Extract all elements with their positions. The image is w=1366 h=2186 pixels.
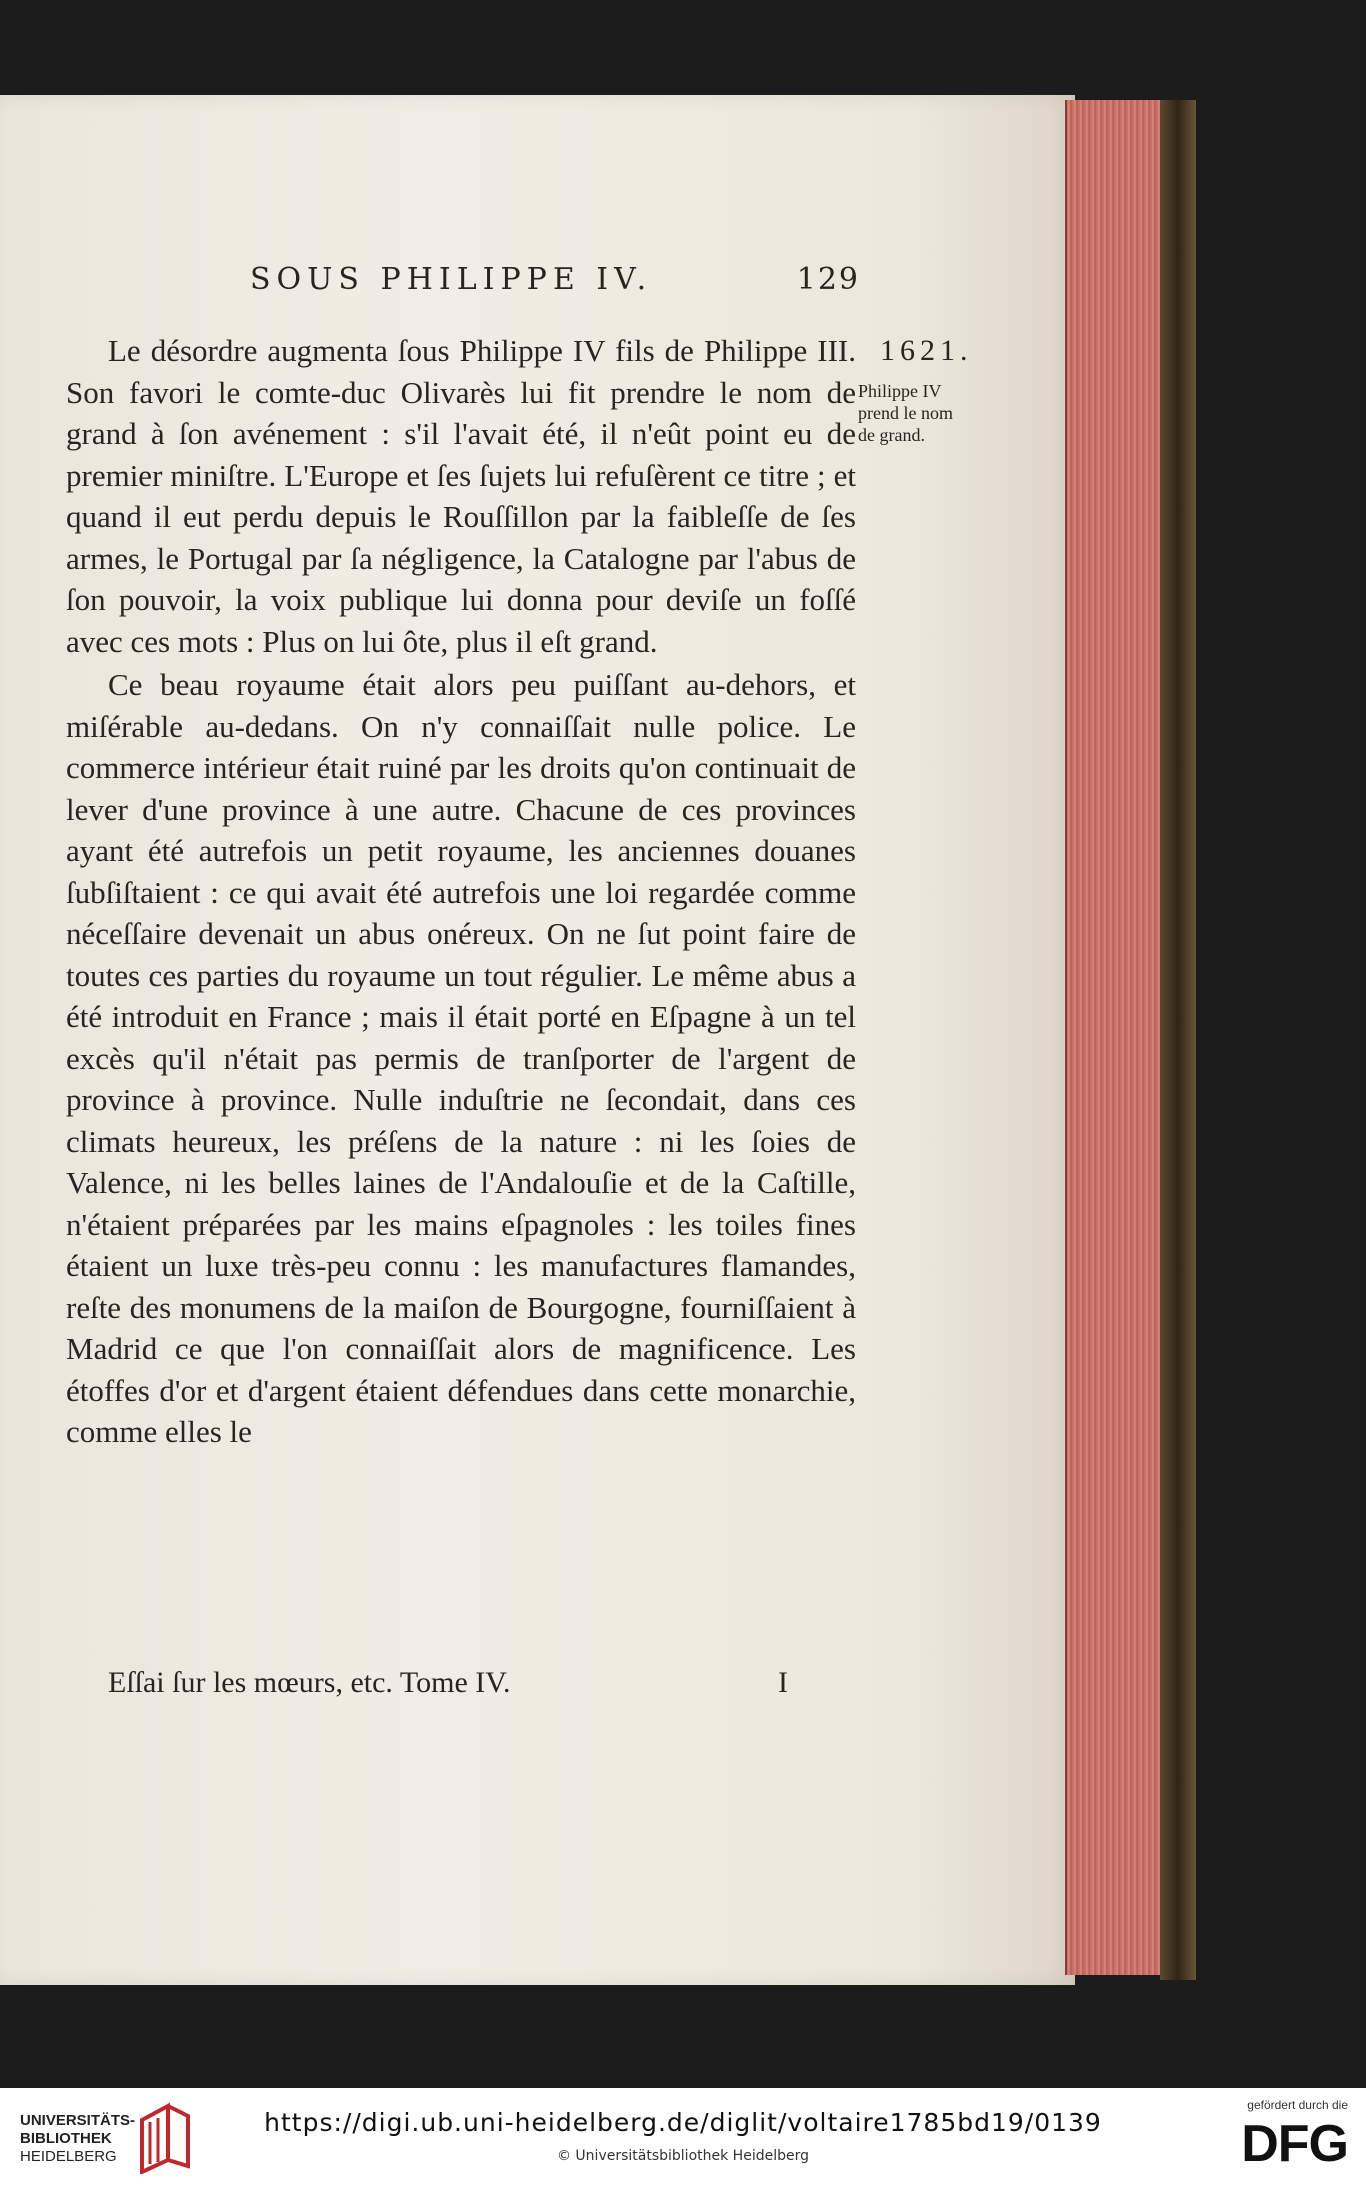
book-page-edge	[1065, 100, 1167, 1975]
running-head	[250, 262, 860, 302]
library-name-line: HEIDELBERG	[20, 2148, 117, 2165]
margin-note-line: prend le nom	[858, 403, 953, 423]
margin-year: 1621.	[880, 334, 973, 367]
copyright-notice: © Universitätsbibliothek Heidelberg	[556, 2148, 809, 2164]
dfg-logo[interactable]: DFG	[1241, 2115, 1348, 2173]
paragraph: Ce beau royaume était alors peu puiſſant au-dehors, et miſérable au-dedans. On n'y connaiſſait nulle police. Le commerce intérieur était ruiné par les droits qu'on continuait de lever d'une province à une autre. Chacune de ces provinces ayant été autrefois un petit royaume, les anciennes douanes ſubſiſtaient : ce qui avait été autrefois une loi regardée comme néceſſaire devenait un abus onéreux. On ne ſut point faire de toutes ces parties du royaume un tout régulier. Le même abus a été introduit en France ; mais il était porté en Eſpagne à un tel excès qu'il n'était pas permis de tranſporter de l'argent de province à province. Nulle induſtrie ne ſecondait, dans ces climats heureux, les préſens de la nature : ni les ſoies de Valence, ni les belles laines de l'Andalouſie et de la Caſtille, n'étaient préparées par les mains eſpagnoles : les toiles fines étaient un luxe très-peu connu : les manufactures flamandes, reſte des monumens de la maiſon de Bourgogne, fourniſſaient à Madrid ce que l'on connaiſſait alors de magnificence. Les étoffes d'or et d'argent étaient défendues dans cette monarchie, comme elles le	[66, 667, 856, 1449]
page-number: 129	[796, 262, 860, 297]
library-name-line: UNIVERSITÄTS-	[20, 2112, 136, 2129]
library-name-line: BIBLIOTHEK	[20, 2130, 112, 2147]
running-title: SOUS PHILIPPE IV.	[250, 262, 653, 297]
paragraph: Le désordre augmenta ſous Philippe IV fils de Philippe III. Son favori le comte-duc Olivarès lui fit prendre le nom de grand à ſon avénement : s'il l'avait été, il n'eût point eu de premier miniſtre. L'Europe et ſes ſujets lui refuſèrent ce titre ; et quand il eut perdu depuis le Rouſſillon par la faibleſſe de ſes armes, le Portugal par ſa négligence, la Catalogne par l'abus de ſon pouvoir, la voix publique lui donna pour deviſe un foſſé avec ces mots : Plus on lui ôte, plus il eſt grand.	[66, 333, 856, 659]
viewer-footer	[0, 2088, 1366, 2186]
permalink-url[interactable]: https://digi.ub.uni-heidelberg.de/diglit/voltaire1785bd19/0139	[264, 2108, 1102, 2137]
margin-note-line: de grand.	[858, 425, 925, 445]
margin-note-line: Philippe IV	[858, 381, 942, 401]
body-text	[66, 330, 856, 1453]
book-cover	[1160, 100, 1196, 1980]
margin-note	[858, 380, 1008, 446]
funder-label: gefördert durch die	[1247, 2098, 1348, 2112]
signature-mark: I	[778, 1666, 788, 1699]
signature-text: Eſſai ſur les mœurs, etc. Tome IV.	[108, 1666, 511, 1699]
signature-line	[108, 1666, 788, 1706]
